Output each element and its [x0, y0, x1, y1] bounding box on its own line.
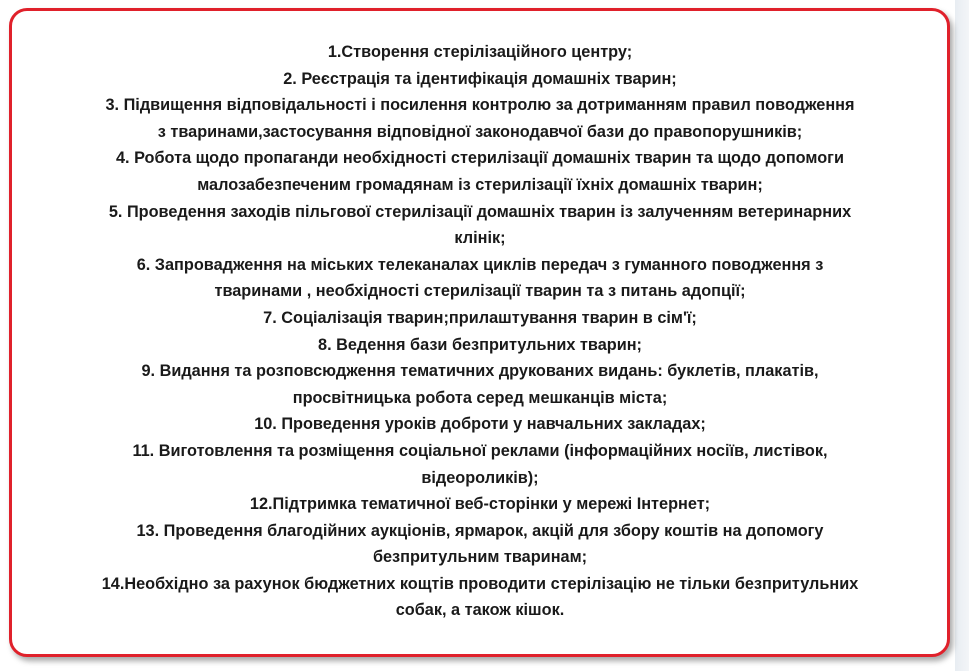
list-item — [40, 92, 920, 145]
list-item-line: 12.Підтримка тематичної веб-сторінки у мережі Інтернет; — [249, 495, 711, 514]
list-item-line: 7. Соціалізація тварин;прилаштування тварин в сім'ї; — [263, 308, 697, 327]
list-item — [40, 358, 920, 411]
list-item — [40, 252, 920, 305]
list-item-line: 11. Виготовлення та розміщення соціальної реклами (інформаційних носіїв, листівок, — [132, 441, 828, 460]
list-item-line: клінік; — [454, 229, 506, 248]
list-item-line: 3. Підвищення відповідальності і посилення контролю за дотриманням правил поводження — [105, 96, 855, 115]
list-item — [40, 518, 920, 571]
list-item — [40, 199, 920, 252]
list-item — [40, 39, 920, 66]
list-item — [40, 305, 920, 332]
list-item-line: 9. Видання та розповсюдження тематичних друкованих видань: буклетів, плакатів, — [141, 362, 819, 381]
list-item-line: 13. Проведення благодійних аукціонів, ярмарок, акцій для збору коштів на допомогу — [136, 521, 824, 540]
list-item — [40, 66, 920, 93]
list-item — [40, 491, 920, 518]
list-item-line: 2. Реєстрація та ідентифікація домашніх тварин; — [283, 69, 677, 88]
list-item-line: просвітницька робота серед мешканців міста; — [292, 388, 668, 407]
list-item-line: 14.Необхідно за рахунок бюджетних кощтів проводити стерілізацію не тільки безпритульних — [101, 574, 859, 593]
list-item-line: 8. Ведення бази безпритульних тварин; — [318, 335, 642, 354]
list-item — [40, 332, 920, 359]
list-item — [40, 411, 920, 438]
measures-list — [40, 39, 920, 624]
list-item — [40, 571, 920, 624]
list-item-line: з тваринами,застосування відповідної законодавчої бази до правопорушників; — [157, 122, 803, 141]
list-item-line: 10. Проведення уроків доброти у навчальних закладах; — [254, 415, 706, 434]
list-item-line: собак, а також кішок. — [395, 601, 565, 620]
list-item-line: 5. Проведення заходів пільгової стерилізації домашніх тварин із залученням ветеринарних — [108, 202, 852, 221]
list-item-line: відеороликів); — [421, 468, 539, 487]
list-item — [40, 438, 920, 491]
list-item-line: безпритульним тваринам; — [372, 548, 588, 567]
list-item-line: тваринами , необхідності стерилізації тварин та з питань адопції; — [214, 282, 746, 301]
list-item-line: малозабезпеченим громадянам із стерилізації їхніх домашніх тварин; — [197, 175, 763, 194]
list-item-line: 6. Запровадження на міських телеканалах циклів передач з гуманного поводження з — [136, 255, 824, 274]
list-item-line: 1.Створення стерілізаційного центру; — [327, 43, 633, 61]
list-item-line: 4. Робота щодо пропаганди необхідності стерилізації домашніх тварин та щодо допомоги — [116, 149, 844, 168]
background-edge — [955, 0, 969, 671]
list-item — [40, 145, 920, 198]
